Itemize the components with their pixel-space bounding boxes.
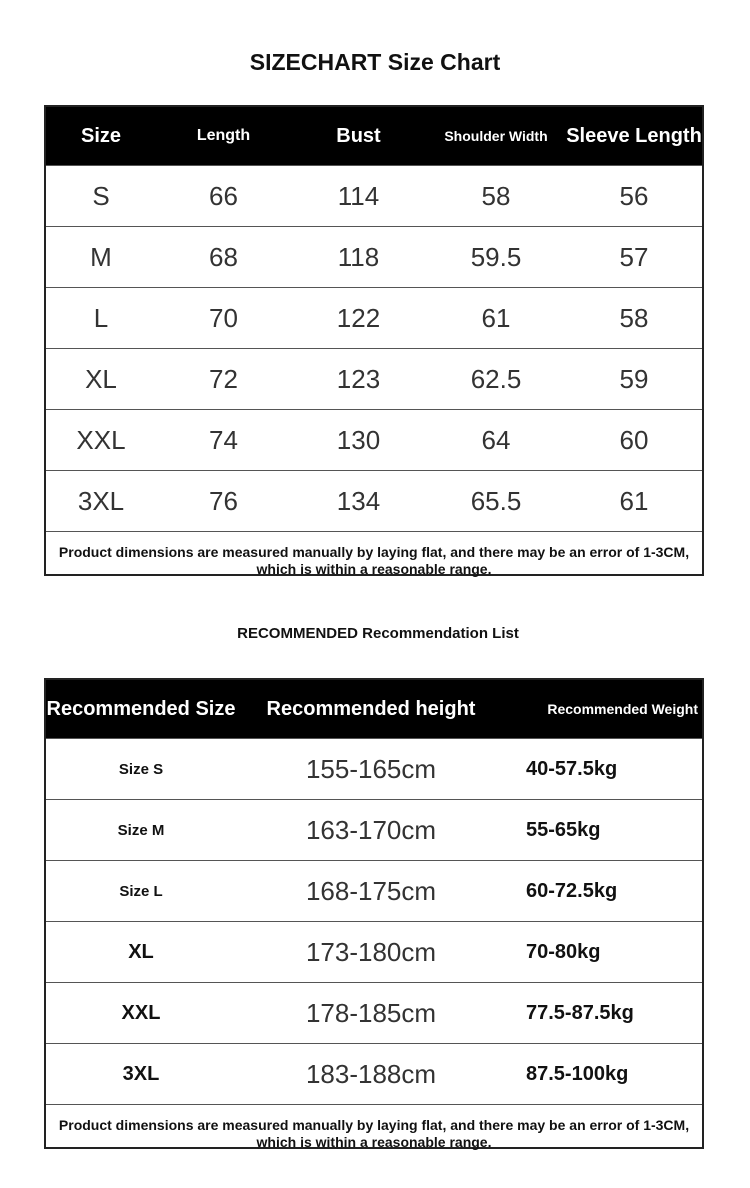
cell-recommended-weight: 70-80kg (526, 940, 601, 963)
cell-sleeve-length: 59 (619, 363, 649, 394)
cell-recommended-weight: 60-72.5kg (526, 879, 618, 902)
cell-size: 3XL (77, 485, 125, 516)
cell-bust: 130 (336, 424, 381, 455)
cell-recommended-size: Size M (117, 821, 165, 839)
header-recommended-height: Recommended height (266, 697, 476, 720)
header-recommended-size: Recommended Size (46, 697, 236, 720)
cell-recommended-weight: 40-57.5kg (526, 757, 618, 780)
cell-shoulder-width: 64 (481, 424, 511, 455)
cell-recommended-weight: 55-65kg (526, 818, 601, 841)
cell-recommended-height: 173-180cm (305, 936, 437, 967)
cell-bust: 134 (336, 485, 381, 516)
header-length: Length (196, 127, 251, 144)
header-shoulder-width: Shoulder Width (444, 128, 548, 144)
cell-sleeve-length: 60 (619, 424, 649, 455)
header-sleeve-length: Sleeve Length (566, 124, 702, 147)
recommendation-title: RECOMMENDED Recommendation List (237, 625, 519, 642)
cell-length: 68 (209, 241, 238, 272)
size-chart-header-row (46, 107, 702, 165)
cell-recommended-height: 183-188cm (305, 1058, 437, 1089)
cell-bust: 122 (336, 302, 381, 333)
cell-sleeve-length: 61 (619, 485, 649, 516)
table-row (46, 860, 702, 921)
cell-recommended-height: 168-175cm (305, 875, 437, 906)
size-chart-note-line2: which is within a reasonable range. (256, 560, 492, 577)
cell-recommended-height: 178-185cm (305, 997, 437, 1028)
cell-length: 70 (209, 302, 238, 333)
cell-recommended-size: Size S (118, 760, 164, 778)
cell-size: XXL (76, 424, 126, 455)
table-row (46, 470, 702, 531)
cell-recommended-size: Size L (119, 882, 163, 900)
cell-bust: 114 (337, 180, 380, 211)
header-bust: Bust (336, 124, 381, 147)
cell-shoulder-width: 59.5 (470, 241, 522, 272)
header-recommended-weight: Recommended Weight (547, 701, 698, 717)
cell-bust: 118 (337, 241, 380, 272)
table-row (46, 409, 702, 470)
cell-recommended-height: 163-170cm (305, 814, 437, 845)
table-row (46, 799, 702, 860)
recommendation-table (44, 678, 704, 1149)
cell-recommended-height: 155-165cm (305, 753, 437, 784)
cell-length: 72 (209, 363, 238, 394)
table-row (46, 165, 702, 226)
cell-size: M (90, 241, 112, 272)
size-chart-note (46, 531, 702, 589)
cell-sleeve-length: 56 (619, 180, 649, 211)
table-row (46, 738, 702, 799)
cell-recommended-size: XXL (121, 1001, 161, 1024)
cell-bust: 123 (336, 363, 381, 394)
recommendation-note-line1: Product dimensions are measured manually by laying flat, and there may be an error of 1-3CM, (58, 1116, 690, 1133)
table-row (46, 226, 702, 287)
cell-length: 74 (209, 424, 238, 455)
cell-length: 76 (209, 485, 238, 516)
recommendation-note (46, 1104, 702, 1162)
table-row (46, 921, 702, 982)
size-chart-table (44, 105, 704, 576)
cell-shoulder-width: 61 (481, 302, 511, 333)
recommendation-header-row (46, 680, 702, 738)
cell-size: L (93, 302, 109, 333)
cell-shoulder-width: 65.5 (470, 485, 522, 516)
cell-recommended-weight: 77.5-87.5kg (526, 1001, 634, 1024)
cell-sleeve-length: 58 (619, 302, 649, 333)
size-chart-title: SIZECHART Size Chart (249, 49, 501, 75)
cell-recommended-weight: 87.5-100kg (526, 1062, 629, 1085)
recommendation-note-line2: which is within a reasonable range. (256, 1133, 492, 1150)
cell-shoulder-width: 62.5 (470, 363, 522, 394)
cell-length: 66 (209, 180, 238, 211)
cell-shoulder-width: 58 (481, 180, 511, 211)
header-size: Size (80, 124, 122, 147)
cell-recommended-size: 3XL (122, 1062, 160, 1085)
table-row (46, 348, 702, 409)
table-row (46, 1043, 702, 1104)
cell-sleeve-length: 57 (619, 241, 649, 272)
cell-recommended-size: XL (128, 940, 154, 963)
table-row (46, 287, 702, 348)
table-row (46, 982, 702, 1043)
size-chart-note-line1: Product dimensions are measured manually by laying flat, and there may be an error of 1-3CM, (58, 543, 690, 560)
cell-size: XL (85, 363, 117, 394)
cell-size: S (92, 180, 110, 211)
